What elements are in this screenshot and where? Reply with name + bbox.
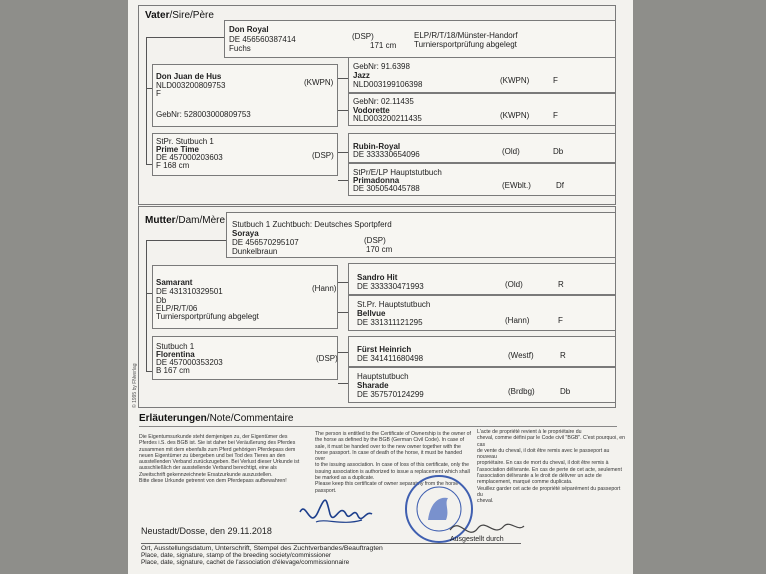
sdd-studbook: (EWblt.)	[502, 181, 531, 190]
dss-id: DE 333330471993	[357, 282, 424, 291]
caption-french: Place, date, signature, cachet de l'association d'élevage/commissionnaire	[141, 559, 350, 566]
dam-name: Soraya	[232, 229, 259, 238]
notes-divider	[139, 426, 617, 427]
dam-sire-studbook: (Hann)	[312, 284, 337, 293]
ssd-studbook: (KWPN)	[500, 111, 530, 120]
dam-dam-name: Florentina	[156, 350, 195, 359]
sire-dam-id: DE 457000203603	[156, 153, 223, 162]
dam-id: DE 456570295107	[232, 238, 299, 247]
notes-french: L'acte de propriété revient à le propriétaire du cheval, comme défini par le Code civil "BGB". C'est pourquoi, en cas de vente du cheval, il doit être remis avec le passeport au nouveau propriétaire. En cas de mort du cheval, il doit être remis à l'association délivrante. En cas de perte de cet acte, seulement l'association délivrante a le droit de délivrer un acte de remplacement, marqué comme duplicata. Veuillez garder cet acte de propriété séparément du passeport du cheval.	[477, 429, 625, 505]
sire-sire-gebnr: GebNr: 528003000809753	[156, 110, 251, 119]
dss-code: R	[558, 280, 564, 289]
connector	[338, 78, 348, 79]
sds-studbook: (Old)	[502, 147, 520, 156]
connector	[146, 37, 147, 165]
sdd-code: Df	[556, 181, 564, 190]
signature	[296, 492, 376, 534]
place-and-date: Neustadt/Dosse, den 29.11.2018	[141, 526, 272, 536]
dds-id: DE 341411680498	[357, 354, 424, 363]
ddd-code: Db	[560, 387, 571, 396]
dsd-name: Bellvue	[357, 309, 386, 318]
ssd-name: Vodorette	[353, 106, 390, 115]
connector	[338, 383, 348, 384]
sire-dam-book: StPr. Stutbuch 1	[156, 137, 214, 146]
connector	[146, 240, 226, 241]
connector	[146, 37, 224, 38]
sss-gebnr: GebNr: 91.6398	[353, 62, 410, 71]
ownership-certificate	[128, 0, 633, 574]
dam-sire-name: Samarant	[156, 278, 193, 287]
dss-name: Sandro Hit	[357, 273, 398, 282]
sss-id: NLD003199106398	[353, 80, 423, 89]
sire-sire-extra: F	[156, 89, 161, 98]
notes-english: The person is entitled to the Certificate of Ownership is the owner of the horse as defined by the BGB (German Civil Code). In case of sale, it must be handed over to the new owner together with the horse passport. In case of death of the horse, it must be handed over to the issuing association. In case of loss of this certificate, only the issuing association is authorized to issue a replacement which shall be marked as a duplicate. Please keep this certificate of owner separately from the horse passport.	[315, 431, 471, 494]
sire-dam-studbook: (DSP)	[312, 151, 334, 160]
signature-line	[141, 543, 521, 544]
dam-dam-id: DE 457000353203	[156, 358, 223, 367]
dds-name: Fürst Heinrich	[357, 345, 412, 354]
dam-box	[226, 212, 616, 258]
ssd-gebnr: GebNr: 02.11435	[353, 97, 414, 106]
sds-name: Rubin-Royal	[353, 142, 401, 151]
sire-dam-name: Prime Time	[156, 145, 199, 154]
ddd-id: DE 357570124299	[357, 390, 424, 399]
sdd-name: Primadonna	[353, 176, 400, 185]
dsd-code: F	[558, 316, 563, 325]
mother-section-label: Mutter/Dam/Mère	[145, 215, 226, 226]
ssd-code: F	[553, 111, 558, 120]
dam-dam-height: B 167 cm	[156, 366, 190, 375]
sds-id: DE 333330654096	[353, 150, 420, 159]
caption-english: Place, date, signature, stamp of the breeding society/commissioner	[141, 552, 332, 559]
connector	[338, 110, 348, 111]
dds-studbook: (Westf)	[508, 351, 534, 360]
sdd-book: StPr/E/LP Hauptstutbuch	[353, 168, 442, 177]
sss-studbook: (KWPN)	[500, 76, 530, 85]
dam-sire-id: DE 431310329501	[156, 287, 223, 296]
dam-height: 170 cm	[366, 245, 393, 254]
caption-german: Ort, Ausstellungsdatum, Unterschrift, Stempel des Zuchtverbandes/Beauftragten	[141, 545, 383, 552]
sire-studbook: (DSP)	[352, 32, 374, 41]
dds-code: R	[560, 351, 566, 360]
sire-performance-2: Turniersportprüfung abgelegt	[414, 40, 517, 49]
ddd-name: Sharade	[357, 381, 389, 390]
ddd-book: Hauptstutbuch	[357, 372, 409, 381]
dam-color: Dunkelbraun	[232, 247, 278, 256]
sire-dam-height: F 168 cm	[156, 161, 190, 170]
dsd-studbook: (Hann)	[505, 316, 530, 325]
dsd-book: St.Pr. Hauptstutbuch	[357, 300, 431, 309]
sds-code: Db	[553, 147, 564, 156]
dam-dam-studbook: (DSP)	[316, 354, 338, 363]
sire-sire-studbook: (KWPN)	[304, 78, 334, 87]
sire-color: Fuchs	[229, 44, 251, 53]
connector	[146, 240, 147, 372]
notes-title: Erläuterungen/Note/Commentaire	[139, 413, 294, 424]
connector	[338, 282, 348, 283]
sss-code: F	[553, 76, 558, 85]
connector	[338, 312, 348, 313]
dam-studbook: (DSP)	[364, 236, 386, 245]
dsd-id: DE 331311121295	[357, 318, 423, 327]
side-copyright-note: © 1995 by FNverlag	[132, 363, 138, 408]
sire-sire-name: Don Juan de Hus	[156, 72, 222, 81]
ddd-studbook: (Brdbg)	[508, 387, 535, 396]
sdd-id: DE 305054045788	[353, 184, 420, 193]
connector	[338, 180, 348, 181]
sire-height: 171 cm	[370, 41, 397, 50]
dam-sire-performance-2: Turniersportprüfung abgelegt	[156, 312, 259, 321]
sss-name: Jazz	[353, 71, 370, 80]
ssd-id: NLD003200211435	[353, 114, 422, 123]
sire-performance-1: ELP/R/T/18/Münster-Handorf	[414, 31, 518, 40]
notes-german: Die Eigentumsurkunde steht demjenigen zu, der Eigentümer des Pferdes i.S. des BGB ist. Sie ist daher bei Veräußerung des Pferdes zusammen mit dem ebenfalls zum Pferd gehörigen Pferdepass dem neuen Eigentümer zu übergeben und bei Tod des Tieres an den ausstellenden Verband zurückzugeben. Bei Verlust dieser Urkunde ist ausschließlich der ausstellende Verband berechtigt, eine als Zweitschrift gekennzeichnete Ersatzurkunde auszustellen. Bitte diese Urkunde getrennt von dem Pferdepass aufbewahren!	[139, 434, 300, 485]
dam-sire-performance-1: ELP/R/T/06	[156, 304, 198, 313]
dam-sire-color: Db	[156, 296, 167, 305]
issued-by: Ausgestellt durch	[450, 536, 504, 543]
sire-name: Don Royal	[229, 25, 269, 34]
dam-dam-book: Stutbuch 1	[156, 342, 195, 351]
sire-sire-id: NLD003200809753	[156, 81, 226, 90]
connector	[338, 152, 348, 153]
dss-studbook: (Old)	[505, 280, 523, 289]
sire-id: DE 456560387414	[229, 35, 296, 44]
connector	[338, 352, 348, 353]
dam-book: Stutbuch 1 Zuchtbuch: Deutsches Sportpferd	[232, 220, 392, 229]
father-section-label: Vater/Sire/Père	[145, 10, 214, 21]
